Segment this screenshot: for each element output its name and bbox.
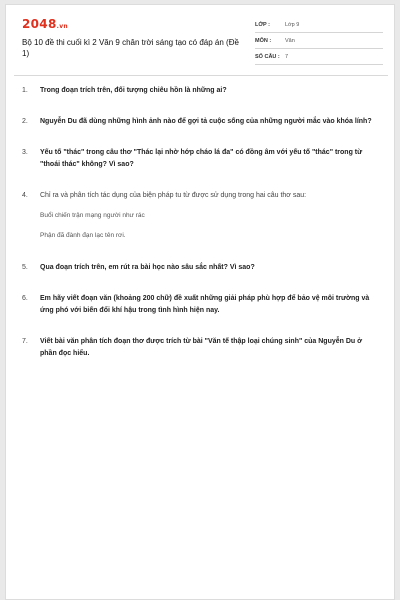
question-item <box>22 336 378 360</box>
meta-value: Lớp 9 <box>285 21 300 28</box>
meta-row-class <box>255 17 383 33</box>
meta-key: SỐ CÂU : <box>255 53 280 60</box>
logo-suffix: .vn <box>56 23 68 30</box>
question-number: 3. <box>22 149 28 156</box>
question-list <box>22 85 378 360</box>
question-item <box>22 190 378 202</box>
question-item <box>22 116 378 128</box>
meta-key: MÔN : <box>255 37 272 44</box>
question-number: 1. <box>22 87 28 94</box>
site-logo[interactable] <box>22 17 68 31</box>
question-item <box>22 262 378 274</box>
question-text: Trong đoạn trích trên, đối tượng chiêu hồn là những ai? <box>40 87 227 94</box>
document-title: Bộ 10 đề thi cuối kì 2 Văn 9 chân trời sáng tạo có đáp án (Đề 1) <box>22 38 239 58</box>
question-text: Yếu tố "thác" trong câu thơ "Thác lại nhờ hớp cháo lá đa" có đồng âm với yếu tố "thác" trong từ "thoái thác" không? Vì sao? <box>40 149 363 168</box>
question-number: 2. <box>22 118 28 125</box>
document-page <box>5 4 395 600</box>
question-number: 4. <box>22 192 28 199</box>
meta-row-question-count <box>255 49 383 65</box>
quoted-verse-line: Phận đã đành đạn lạc tên rơi. <box>40 232 126 239</box>
question-item <box>22 147 378 171</box>
question-text: Qua đoạn trích trên, em rút ra bài học nào sâu sắc nhất? Vì sao? <box>40 264 255 271</box>
question-text: Nguyễn Du đã dùng những hình ảnh nào để gợi tả cuộc sống của những người mắc vào khóa lính? <box>40 118 372 125</box>
meta-table <box>255 17 383 65</box>
logo-number: 2048 <box>22 17 57 31</box>
meta-key: LỚP : <box>255 21 270 28</box>
question-text: Em hãy viết đoạn văn (khoảng 200 chữ) đề xuất những giải pháp phù hợp để bảo vệ môi trường và ứng phó với biến đổi khí hậu trong tình hình hiện nay. <box>40 295 370 314</box>
header-divider <box>14 75 388 76</box>
question-text: Chỉ ra và phân tích tác dụng của biện pháp tu từ được sử dụng trong hai câu thơ sau: <box>40 192 307 199</box>
question-item <box>22 293 378 317</box>
quoted-verse-line: Buổi chiến trận mạng người như rác <box>40 212 145 219</box>
question-number: 6. <box>22 295 28 302</box>
meta-value: Văn <box>285 37 295 44</box>
document-header <box>6 5 394 69</box>
meta-value: 7 <box>285 53 289 60</box>
meta-row-subject <box>255 33 383 49</box>
question-number: 7. <box>22 338 28 345</box>
question-item <box>22 85 378 97</box>
question-number: 5. <box>22 264 28 271</box>
question-text: Viết bài văn phân tích đoạn thơ được trích từ bài "Văn tế thập loại chúng sinh" của Nguyễn Du ở phần đọc hiểu. <box>40 338 363 357</box>
